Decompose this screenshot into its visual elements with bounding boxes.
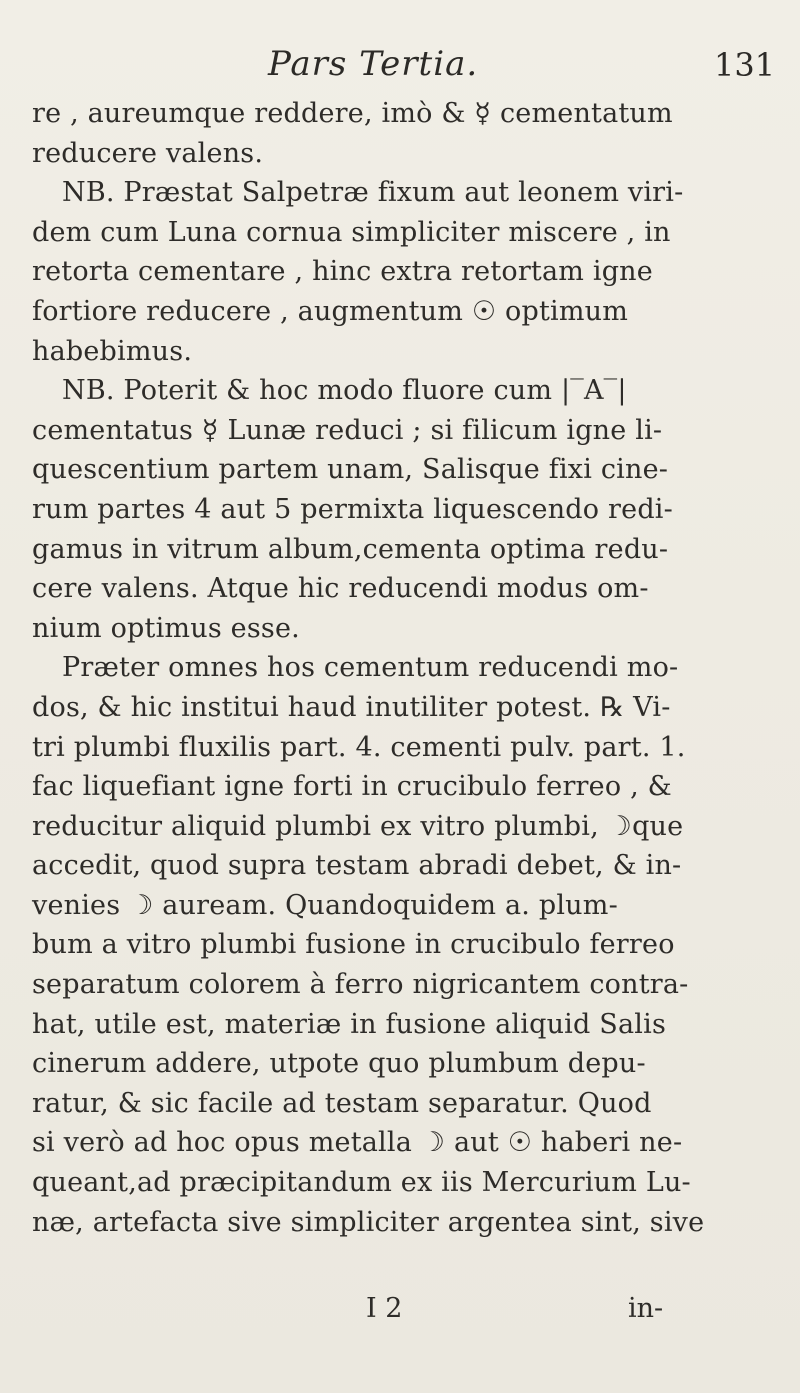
signature-mark: I 2 (366, 1293, 403, 1324)
catchword: in- (628, 1293, 664, 1324)
text-line: næ, artefacta sive simpliciter argentea sint, sive (32, 1206, 705, 1238)
running-title: Pars Tertia. (268, 44, 479, 84)
text-line: reducitur aliquid plumbi ex vitro plumbi, ☽que (32, 810, 684, 842)
text-line: fortiore reducere , augmentum ☉ optimum (32, 295, 629, 327)
text-line: hat, utile est, materiæ in fusione aliquid Salis (32, 1008, 667, 1040)
text-line: Præter omnes hos cementum reducendi mo- (62, 652, 679, 684)
text-line: NB. Præstat Salpetræ fixum aut leonem viri- (62, 177, 684, 209)
text-line: fac liquefiant igne forti in crucibulo ferreo , & (32, 771, 672, 803)
body-text (32, 94, 784, 1242)
text-line: dem cum Luna cornua simpliciter miscere , in (32, 216, 671, 248)
text-line: retorta cementare , hinc extra retortam igne (32, 256, 653, 288)
text-line: venies ☽ auream. Quandoquidem a. plum- (32, 889, 618, 921)
page-header (0, 44, 800, 84)
text-line: queant,ad præcipitandum ex iis Mercurium Lu- (32, 1167, 691, 1199)
text-line: separatum colorem à ferro nigricantem contra- (32, 969, 689, 1001)
text-line: bum a vitro plumbi fusione in crucibulo ferreo (32, 929, 675, 961)
text-line: gamus in vitrum album,cementa optima redu- (32, 533, 669, 565)
text-line: cere valens. Atque hic reducendi modus om- (32, 573, 649, 605)
text-line: cementatus ☿ Lunæ reduci ; si filicum igne li- (32, 414, 663, 446)
page-footer (0, 1293, 800, 1329)
text-line: quescentium partem unam, Salisque fixi cine- (32, 454, 669, 486)
text-line: dos, & hic institui haud inutiliter potest. ℞ Vi- (32, 691, 671, 723)
text-line: rum partes 4 aut 5 permixta liquescendo redi- (32, 493, 673, 525)
text-line: ratur, & sic facile ad testam separatur. Quod (32, 1087, 652, 1119)
text-line: accedit, quod supra testam abradi debet, & in- (32, 850, 682, 882)
text-line: cinerum addere, utpote quo plumbum depu- (32, 1048, 646, 1080)
text-line: nium optimus esse. (32, 612, 300, 644)
text-line: tri plumbi fluxilis part. 4. cementi pulv. part. 1. (32, 731, 686, 763)
page-number: 131 (714, 46, 776, 84)
text-line: si verò ad hoc opus metalla ☽ aut ☉ haberi ne- (32, 1127, 683, 1159)
text-line: habebimus. (32, 335, 193, 367)
text-line: NB. Poterit & hoc modo fluore cum |‾A‾| (62, 375, 627, 407)
text-line: reducere valens. (32, 137, 264, 169)
text-line: re , aureumque reddere, imò & ☿ cementatum (32, 98, 673, 129)
